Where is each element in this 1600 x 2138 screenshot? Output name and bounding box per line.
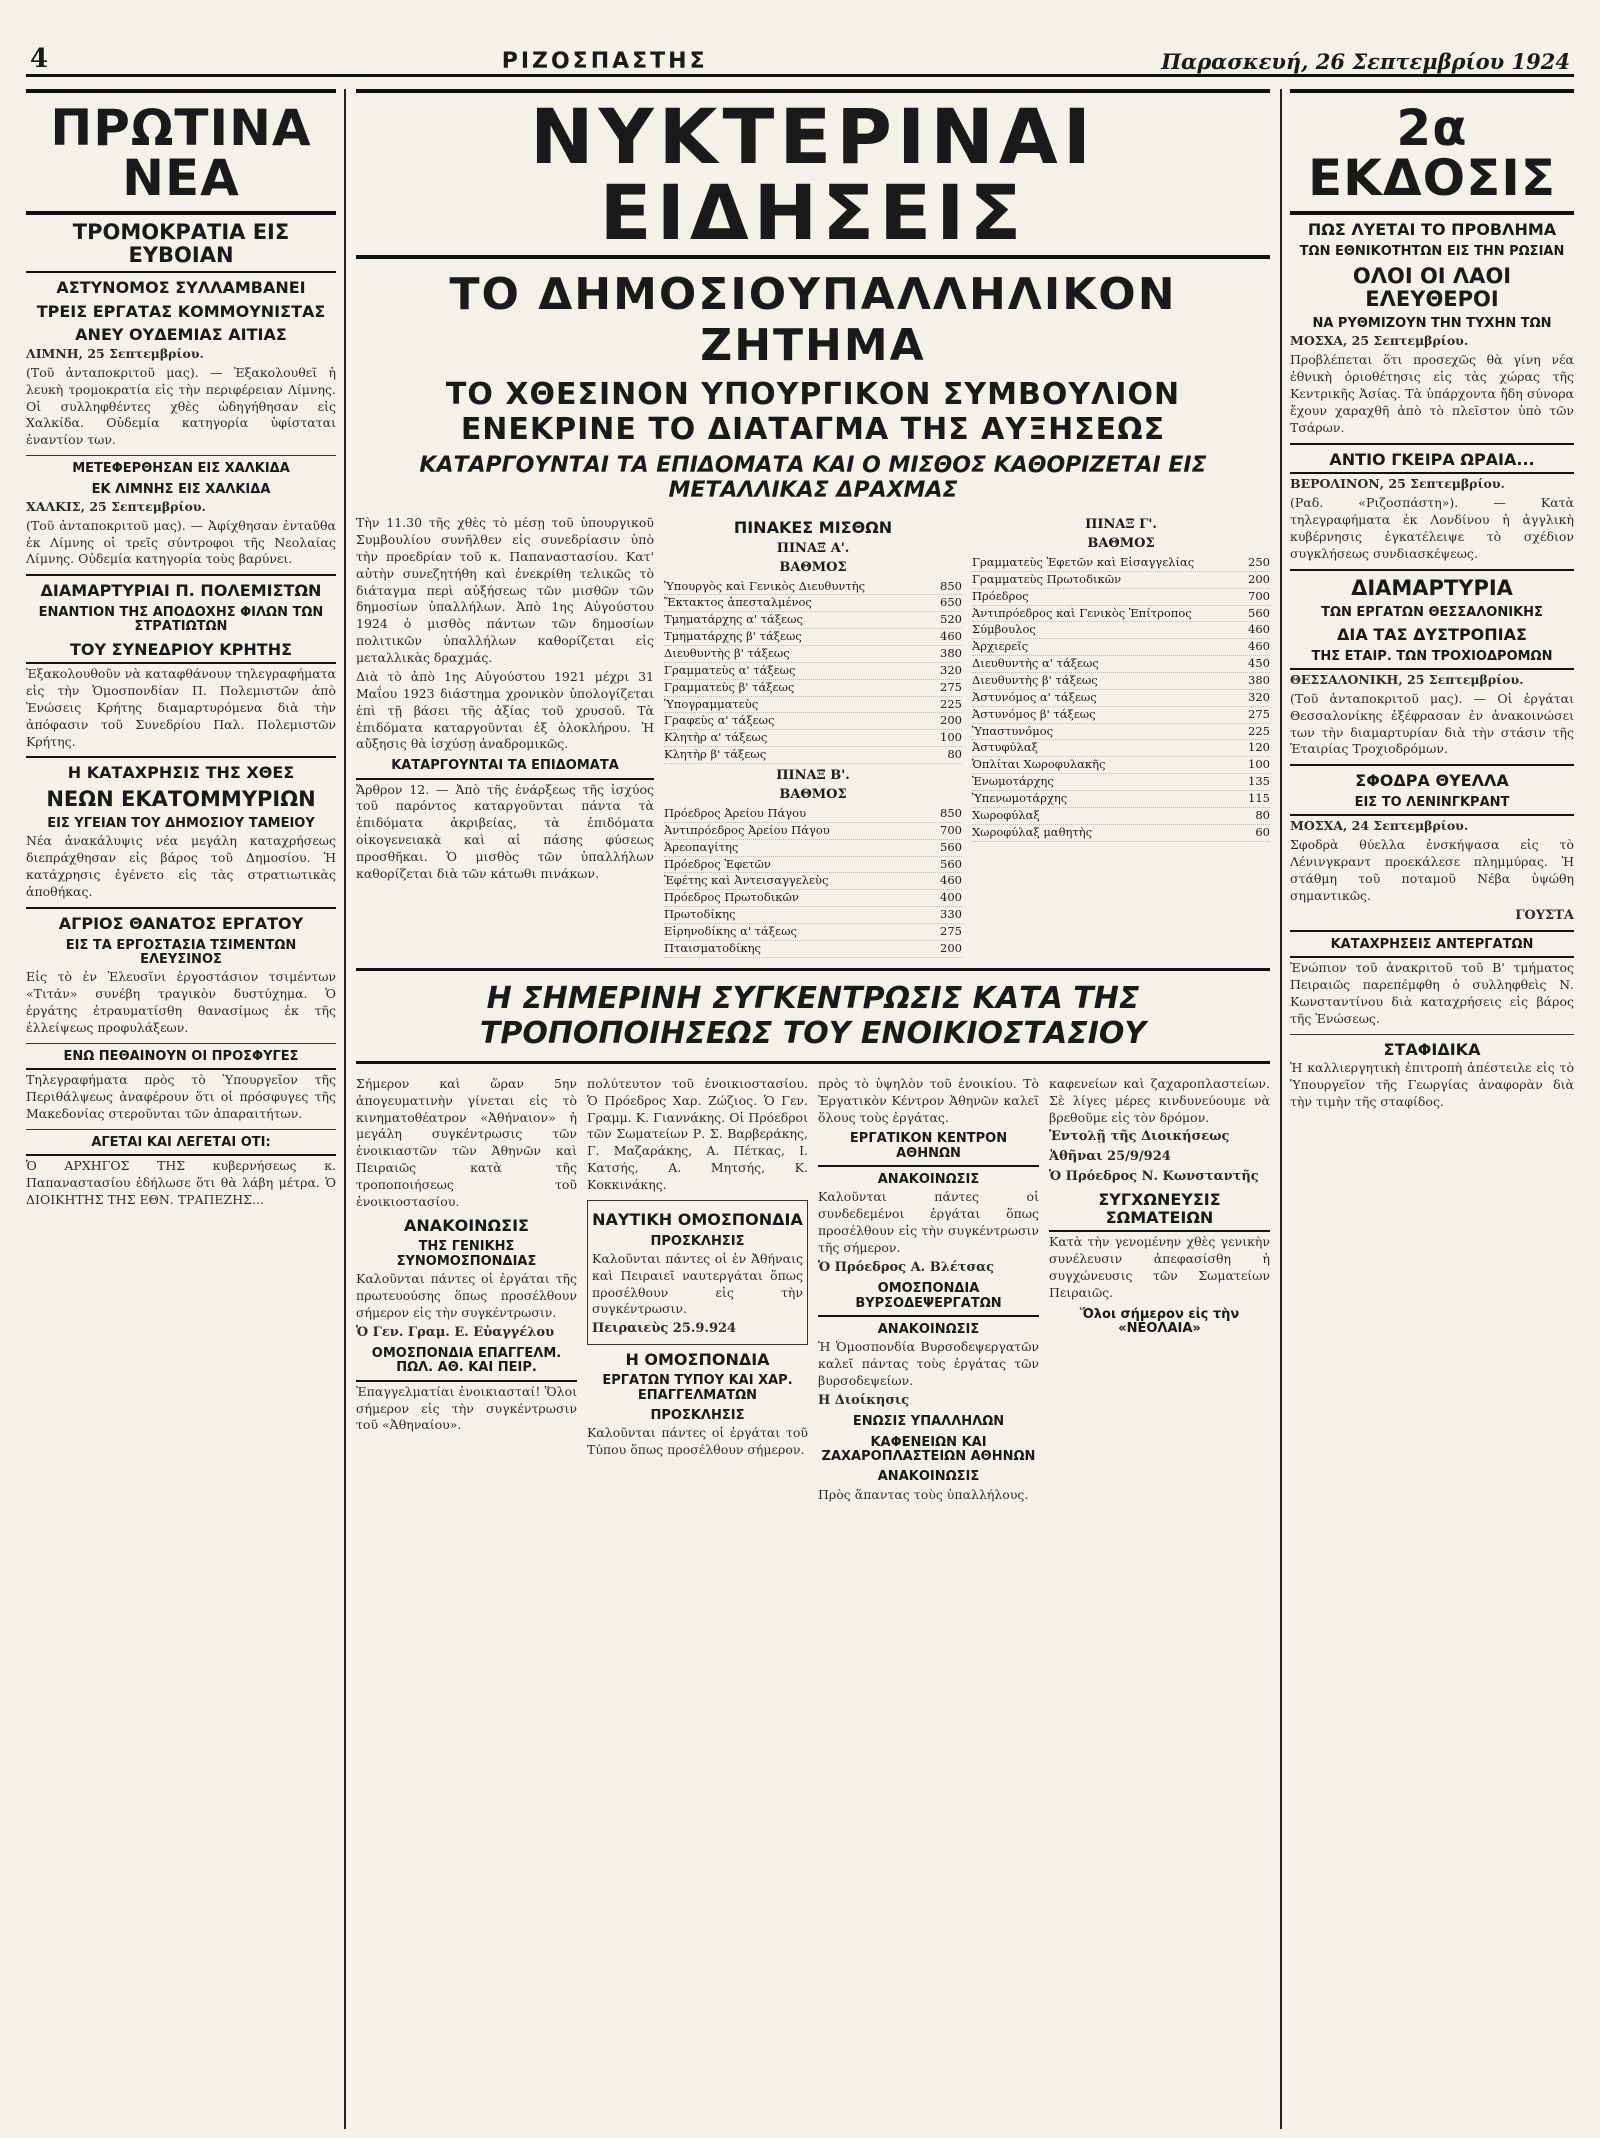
salary-cell: 320	[1248, 689, 1270, 704]
banner-left: ΠΡΩΤΙΝΑ ΝΕΑ	[26, 89, 336, 215]
article-embezzlement	[26, 764, 336, 900]
salary-cell: 250	[1248, 555, 1270, 569]
article-body: πρὸς τὸ ὑψηλὸν τοῦ ἐνοικίου. Τὸ Ἐργατικὸν Κέντρον Ἀθηνῶν καλεῖ ὅλους τοὺς ἐργάτας.	[818, 1075, 1039, 1125]
closing-line: Ὅλοι σήμερον εἰς τὴν «ΝΕΟΛΑΙΑ»	[1079, 1306, 1240, 1337]
announcement-subtitle: ΠΡΟΣΚΛΗΣΙΣ	[650, 1408, 745, 1424]
article-body: πολύτευτον τοῦ ἐνοικιοστασίου. Ὁ Πρόεδρος Χαρ. Ζώζιος. Ὁ Γεν. Γραμμ. Κ. Γιαννάκης. Οἱ Πρόεδροι τῶν Σωματείων Ρ. Σ. Βαρβεράκης, Γ. Μαζαράκης, Α. Πέτκας, Ι. Κατσής, Α. Μητσής, Κ. Κοκκινάκης.	[587, 1075, 808, 1193]
salary-table-b	[664, 806, 962, 958]
article-body: Ἄρθρον 12. — Ἀπὸ τῆς ἐνάρξεως τῆς ἰσχύος τοῦ παρόντος καταργοῦνται πάντα τὰ ἐπιδόματα ἀκριβείας, τὰ ἐπιδόματα οἰκογενειακὰ καὶ αἱ πάσης φύσεως προσθῆκαι. Ὁ μισθὸς τῶν ὑπαλλήλων καθορίζεται διὰ τῶν κάτωθι πινάκων.	[356, 781, 654, 881]
page-number: 4	[30, 44, 49, 74]
salary-cell: 100	[1248, 757, 1270, 772]
rank-cell: Χωροφύλαξ	[972, 807, 1040, 822]
subheadline: ΑΝΕΥ ΟΥΔΕΜΙΑΣ ΑΙΤΙΑΣ	[75, 325, 287, 345]
article-embezzlers	[1290, 938, 1574, 1028]
article-body: Τὴν 11.30 τῆς χθὲς τὸ μέσῃ τοῦ ὑπουργικοῦ Συμβουλίου συνῆλθεν εἰς συνεδρίασιν ὑπὸ τὴν προεδρίαν τοῦ κ. Παπαναστασίου. Κατ' αὐτὴν συνεζητήθη καὶ ἐνεκρίθη τελικῶς τὸ διάταγμα περὶ αὐξήσεως τῶν μισθῶν τῶν δημοσίων ὑπαλλήλων. Ἀπὸ 1ης Αὐγούστου 1924 ὁ μισθὸς πάντων τῶν δημοσίων πολιτικῶν ὑπαλλήλων καθορίζεται εἰς μεταλλικὰς δραχμάς.	[356, 515, 654, 665]
rank-cell: Ἐφέτης καὶ Ἀντεισαγγελεὺς	[664, 873, 829, 888]
subheadline: ΝΕΩΝ ΕΚΑΤΟΜΜΥΡΙΩΝ	[46, 787, 316, 812]
table-row	[664, 646, 962, 663]
table-row	[664, 857, 962, 874]
rank-cell: Ἐνωμοτάρχης	[972, 774, 1054, 789]
signature: Ὁ Πρόεδρος Α. Βλέτσας	[818, 1259, 994, 1275]
announcement-title: ΕΝΩΣΙΣ ΥΠΑΛΛΗΛΩΝ	[852, 1414, 1005, 1430]
announcement-subtitle: ΑΝΑΚΟΙΝΩΣΙΣ	[877, 1469, 980, 1485]
article-worker-death	[26, 915, 336, 1037]
article-veterans-protest	[26, 582, 336, 750]
page-header	[26, 40, 1574, 77]
table-row	[664, 941, 962, 958]
salary-cell: 460	[940, 873, 962, 888]
section-subhead: ΚΑΤΑΡΓΟΥΝΤΑΙ ΤΑ ΕΠΙΔΟΜΑΤΑ	[356, 759, 654, 779]
table-c-column-header: ΒΑΘΜΟΣ	[1087, 536, 1155, 551]
banner-right: 2α ΕΚΔΟΣΙΣ	[1290, 89, 1574, 215]
subheadline: ΤΩΝ ΕΘΝΙΚΟΤΗΤΩΝ ΕΙΣ ΤΗΝ ΡΩΣΙΑΝ	[1299, 243, 1565, 259]
salary-cell: 450	[1248, 656, 1270, 671]
rank-cell: Πρόεδρος Ἐφετῶν	[664, 856, 771, 871]
signature: Ἐντολῇ τῆς Διοικήσεως	[1049, 1129, 1230, 1145]
table-row	[664, 680, 962, 697]
salary-cell: 80	[1255, 807, 1270, 822]
table-row	[664, 663, 962, 680]
table-row	[972, 589, 1270, 606]
main-deck: ΚΑΤΑΡΓΟΥΝΤΑΙ ΤΑ ΕΠΙΔΟΜΑΤΑ ΚΑΙ Ο ΜΙΣΘΟΣ ΚΑΘΟΡΙΖΕΤΑΙ ΕΙΣ ΜΕΤΑΛΛΙΚΑΣ ΔΡΑΧΜΑΣ	[419, 453, 1207, 503]
article-body: Κατὰ τὴν γενομένην χθὲς γενικὴν συνέλευσιν ἀπεφασίσθη ἡ συγχώνευσις τῶν Σωματείων Πειραιῶς.	[1049, 1234, 1270, 1300]
salary-cell: 100	[940, 730, 962, 745]
salary-cell: 460	[1248, 622, 1270, 637]
rank-cell: Διευθυντὴς β' τάξεως	[664, 646, 790, 661]
salary-cell: 560	[940, 856, 962, 871]
rank-cell: Ὑπενωμοτάρχης	[972, 791, 1068, 806]
table-row	[664, 823, 962, 840]
rank-cell: Ἀρχιερεῖς	[972, 639, 1029, 654]
salary-cell: 115	[1248, 791, 1270, 806]
rank-cell: Ἀντιπρόεδρος καὶ Γενικὸς Ἐπίτροπος	[972, 605, 1192, 620]
article-body: Καλοῦνται πάντες οἱ ἐργάται τοῦ Τύπου ὅπως προσέλθουν σήμερον.	[587, 1425, 808, 1458]
signature: Ὁ Γεν. Γραμ. Ε. Εὐαγγέλου	[356, 1324, 555, 1340]
article-body: Ἡ καλλιεργητικὴ ἐπιτροπὴ ἀπέστειλε εἰς τὸ Ὑπουργεῖον τῆς Γεωργίας ἀναφορὰν διὰ τὴν τιμὴν τῆς σταφίδος.	[1290, 1060, 1574, 1110]
table-row	[664, 579, 962, 596]
rank-cell: Χωροφύλαξ μαθητὴς	[972, 824, 1093, 839]
rent-rally-section	[356, 1074, 1270, 1506]
salary-table-c	[972, 555, 1270, 842]
rank-cell: Ὑπουργὸς καὶ Γενικὸς Διευθυντὴς	[664, 578, 866, 593]
rank-cell: Γραφεὺς α' τάξεως	[664, 713, 775, 728]
subheadline: ΤΡΕΙΣ ΕΡΓΑΤΑΣ ΚΟΜΜΟΥΝΙΣΤΑΣ	[36, 301, 326, 321]
announcement-subtitle: ΑΝΑΚΟΙΝΩΣΙΣ	[877, 1172, 980, 1187]
article-leningrad-storm	[1290, 772, 1574, 924]
rank-cell: Γραμματεὺς α' τάξεως	[664, 662, 796, 677]
salary-cell: 850	[940, 578, 962, 593]
rank-cell: Πρόεδρος Ἀρείου Πάγου	[664, 806, 807, 821]
headline: Η ΚΑΤΑΧΡΗΣΙΣ ΤΗΣ ΧΘΕΣ	[67, 763, 295, 783]
table-row	[972, 808, 1270, 825]
headline: ΔΙΑΜΑΡΤΥΡΙΑ	[1351, 575, 1513, 600]
tables-title: ΠΙΝΑΚΕΣ ΜΙΣΘΩΝ	[733, 518, 893, 537]
dateline: ΘΕΣΣΑΛΟΝΙΚΗ, 25 Σεπτεμβρίου.	[1290, 671, 1524, 687]
naval-federation-box	[587, 1200, 808, 1345]
rank-cell: Ἀστυνόμος β' τάξεως	[972, 706, 1096, 721]
article-body: Νέα ἀνακάλυψις νέα μεγάλη καταχρήσεως διεπράχθησαν εἰς βάρος τοῦ Δημοσίου. Ἡ κατάχρησις ἐγένετο εἰς τὰς στρατιωτικὰς ἀποθήκας.	[26, 833, 336, 900]
salary-cell: 275	[940, 924, 962, 939]
salary-cell: 225	[1248, 723, 1270, 738]
right-column	[1282, 89, 1574, 2129]
salary-article	[356, 513, 1270, 958]
subheadline: ΤΗΣ ΕΤΑΙΡ. ΤΩΝ ΤΡΟΧΙΟΔΡΟΜΩΝ	[1290, 650, 1574, 670]
salary-cell: 200	[940, 940, 962, 955]
article-body: (Τοῦ ἀνταποκριτοῦ μας). — Οἱ ἐργάται Θεσσαλονίκης ἐξέφρασαν ἐν ἀνακοινώσει των τὴν διαμαρτυρίαν διὰ τὴν στάσιν τῆς Ἑταιρίας Τροχιοδρόμων.	[1290, 690, 1574, 757]
article-russia-nationalities	[1290, 221, 1574, 437]
announcement-subtitle: ΤΗΣ ΓΕΝΙΚΗΣ ΣΥΝΟΜΟΣΠΟΝΔΙΑΣ	[396, 1239, 537, 1269]
article-berlin	[1290, 451, 1574, 563]
salary-cell: 560	[940, 839, 962, 854]
article-body: Ἐξακολουθοῦν νὰ καταφθάνουν τηλεγραφήματα εἰς τὴν Ὁμοσπονδίαν Π. Πολεμιστῶν ἀπὸ Ἑνώσεις Κρήτης διαμαρτυρόμενα διὰ τὴν ἀπόφασιν τοῦ Συνεδρίου Παλ. Πολεμιστῶν Κρήτης.	[26, 666, 336, 749]
subheadline: ΕΙΣ ΥΓΕΙΑΝ ΤΟΥ ΔΗΜΟΣΙΟΥ ΤΑΜΕΙΟΥ	[47, 816, 315, 832]
salary-cell: 460	[1248, 639, 1270, 654]
table-row	[664, 629, 962, 646]
table-row	[972, 825, 1270, 842]
article-body: Ἐπαγγελματίαι ἐνοικιασταί! Ὅλοι σήμερον εἰς τὴν συγκέντρωσιν τοῦ «Ἀθηναίου».	[356, 1383, 577, 1433]
dateline: ΛΙΜΝΗ, 25 Σεπτεμβρίου.	[26, 345, 204, 361]
salary-cell: 200	[940, 713, 962, 728]
rank-cell: Ὑπαστυνόμος	[972, 723, 1054, 738]
salary-cell: 200	[1248, 571, 1270, 586]
article-chalkis	[26, 462, 336, 568]
date-line: Πειραιεὺς 25.9.924	[592, 1321, 737, 1337]
headline: ΑΓΡΙΟΣ ΘΑΝΑΤΟΣ ΕΡΓΑΤΟΥ	[58, 913, 304, 933]
dateline: ΒΕΡΟΛΙΝΟΝ, 25 Σεπτεμβρίου.	[1290, 476, 1505, 492]
table-row	[972, 673, 1270, 690]
signature: ΓΟΥΣΤΑ	[1515, 907, 1574, 923]
table-row	[664, 924, 962, 941]
article-body: Σφοδρὰ θύελλα ἐνσκήψασα εἰς τὸ Λένινγκραντ προεκάλεσε πλημμύρας. Ἡ στάθμη τοῦ ποταμοῦ Νέβα ὑψώθη σημαντικῶς.	[1290, 837, 1574, 903]
table-row	[972, 740, 1270, 757]
salary-cell: 275	[1248, 706, 1270, 721]
subheadline: ΕΝΑΝΤΙΟΝ ΤΗΣ ΑΠΟΔΟΧΗΣ ΦΙΛΩΝ ΤΩΝ ΣΤΡΑΤΙΩΤΩΝ	[38, 604, 324, 635]
table-row	[972, 639, 1270, 656]
table-row	[972, 572, 1270, 589]
main-subheadline: ΤΟ ΧΘΕΣΙΝΟΝ ΥΠΟΥΡΓΙΚΟΝ ΣΥΜΒΟΥΛΙΟΝ ΕΝΕΚΡΙΝΕ ΤΟ ΔΙΑΤΑΓΜΑ ΤΗΣ ΑΥΞΗΣΕΩΣ	[445, 377, 1181, 447]
article-body: Εἰς τὸ ἐν Ἐλευσῖνι ἐργοστάσιον τσιμέντων «Τιτάν» συνέβη τραγικὸν δυστύχημα. Ὁ ἐργάτης ἐτραυματίσθη θανασίμως ἐκ τῆς ἐλλείψεως προφυλάξεων.	[26, 969, 336, 1035]
rank-cell: Γραμματεὺς Ἐφετῶν καὶ Εἰσαγγελίας	[972, 555, 1195, 569]
rank-cell: Κλητὴρ α' τάξεως	[664, 730, 768, 745]
rank-cell: Ὁπλίται Χωροφυλακῆς	[972, 757, 1106, 772]
article-rumors	[26, 1136, 336, 1209]
article-body: Ὁ ΑΡΧΗΓΟΣ ΤΗΣ κυβερνήσεως κ. Παπαναστασίου ἐδήλωσε ὅτι θὰ λάβη μέτρα. Ὁ ΔΙΟΙΚΗΤΗΣ ΤΗΣ ΕΘΝ. ΤΡΑΠΕΖΗΣ...	[26, 1157, 336, 1207]
table-row	[664, 806, 962, 823]
salary-cell: 400	[940, 890, 962, 905]
salary-cell: 330	[940, 907, 962, 922]
table-row	[972, 757, 1270, 774]
subheadline: ΕΙΣ ΤΟ ΛΕΝΙΝΓΚΡΑΝΤ	[1290, 796, 1574, 816]
announcement-title: Η ΟΜΟΣΠΟΝΔΙΑ	[625, 1349, 770, 1369]
rank-cell: Τμηματάρχης β' τάξεως	[664, 629, 802, 644]
rank-cell: Ὑπογραμματεὺς	[664, 696, 759, 711]
salary-cell: 700	[1248, 588, 1270, 603]
salary-cell: 120	[1248, 740, 1270, 755]
left-column	[26, 89, 346, 2129]
table-a-title: ΠΙΝΑΞ Α'.	[776, 540, 850, 556]
article-body: Ἡ Ὁμοσπονδία Βυρσοδεψεργατῶν καλεῖ πάντας τοὺς ἐργάτας τῶν βυρσοδεψείων.	[818, 1339, 1039, 1388]
salary-cell: 460	[940, 629, 962, 644]
table-row	[664, 697, 962, 714]
announcement-subtitle: ΠΡΟΣΚΛΗΣΙΣ	[650, 1233, 745, 1249]
issue-date: Παρασκευή, 26 Σεπτεμβρίου 1924	[1161, 49, 1570, 74]
rank-cell: Ἔκτακτος ἀπεσταλμένος	[664, 595, 812, 610]
headline: ΣΦΟΔΡΑ ΘΥΕΛΛΑ	[1355, 771, 1509, 791]
table-row	[664, 595, 962, 612]
article-body: Προβλέπεται ὅτι προσεχῶς θὰ γίνη νέα ἐθνικὴ ὁριοθέτησις εἰς τὰς χώρας τῆς Κεντρικῆς Ἀσίας. Τὰ ὑπάρχοντα ἤδη σύνορα ἔχουν χαραχθῆ ἀπὸ τὸ πλεῖστον ὑπὸ τῶν Τσάρων.	[1290, 352, 1574, 435]
table-row	[664, 840, 962, 857]
rank-cell: Τμηματάρχης α' τάξεως	[664, 612, 803, 627]
table-row	[972, 656, 1270, 673]
article-evia-terror	[26, 221, 336, 449]
subheadline: ΕΚ ΛΙΜΝΗΣ ΕΙΣ ΧΑΛΚΙΔΑ	[91, 481, 271, 497]
article-body: (Τοῦ ἀνταποκριτοῦ μας). — Ἀφίχθησαν ἐνταῦθα ἐκ Λίμνης οἱ τρεῖς σύντροφοι τῆς Νεολαίας Λίμνης. Οὐδεμία κατηγορία τοὺς βαρύνει.	[26, 517, 336, 567]
salary-cell: 700	[940, 822, 962, 837]
salary-cell: 380	[1248, 673, 1270, 688]
headline: ΤΡΟΜΟΚΡΑΤΙΑ ΕΙΣ ΕΥΒΟΙΑΝ	[26, 221, 336, 273]
rank-cell: Ἀστυνόμος α' τάξεως	[972, 689, 1097, 704]
table-row	[972, 774, 1270, 791]
headline: ΚΑΤΑΧΡΗΣΕΙΣ ΑΝΤΕΡΓΑΤΩΝ	[1290, 938, 1574, 958]
masthead: ΡΙΖΟΣΠΑΣΤΗΣ	[501, 49, 708, 74]
announcement-title: ΑΝΑΚΟΙΝΩΣΙΣ	[404, 1215, 529, 1235]
table-row	[972, 707, 1270, 724]
dateline: ΜΟΣΧΑ, 25 Σεπτεμβρίου.	[1290, 333, 1469, 349]
center-column	[346, 89, 1282, 2129]
table-row	[972, 791, 1270, 808]
table-row	[664, 907, 962, 924]
subheadline: ΟΛΟΙ ΟΙ ΛΑΟΙ ΕΛΕΥΘΕΡΟΙ	[1352, 263, 1512, 311]
rank-cell: Πρόεδρος	[972, 588, 1029, 603]
salary-cell: 320	[940, 662, 962, 677]
rank-cell: Εἰρηνοδίκης α' τάξεως	[664, 924, 797, 939]
announcement-title: ΝΑΥΤΙΚΗ ΟΜΟΣΠΟΝΔΙΑ	[592, 1209, 803, 1229]
dateline: ΧΑΛΚΙΣ, 25 Σεπτεμβρίου.	[26, 498, 206, 514]
salary-cell: 650	[940, 595, 962, 610]
article-body: Καλοῦνται πάντες οἱ ἐργάται τῆς πρωτευούσης ὅπως προσέλθουν σήμερον εἰς τὴν συγκέντρωσιν.	[356, 1270, 577, 1320]
table-row	[972, 724, 1270, 741]
rank-cell: Σύμβουλος	[972, 622, 1036, 637]
table-row	[664, 747, 962, 764]
table-b-column-header: ΒΑΘΜΟΣ	[779, 787, 847, 803]
announcement-subtitle: ΚΑΦΕΝΕΙΩΝ ΚΑΙ ΖΑΧΑΡΟΠΛΑΣΤΕΙΩΝ ΑΘΗΝΩΝ	[821, 1434, 1036, 1464]
table-row	[972, 555, 1270, 572]
rank-cell: Διευθυντὴς α' τάξεως	[972, 656, 1099, 671]
announcement-title: ΟΜΟΣΠΟΝΔΙΑ ΕΠΑΓΓΕΛΜ. ΠΩΛ. ΑΘ. ΚΑΙ ΠΕΙΡ.	[356, 1347, 577, 1382]
article-thessaloniki-protest	[1290, 577, 1574, 759]
salary-cell: 520	[940, 612, 962, 627]
salary-cell: 60	[1255, 824, 1270, 839]
announcement-subtitle: ΕΡΓΑΤΩΝ ΤΥΠΟΥ ΚΑΙ ΧΑΡ. ΕΠΑΓΓΕΛΜΑΤΩΝ	[602, 1373, 793, 1403]
rank-cell: Ἀρεοπαγίτης	[664, 839, 739, 854]
subheadline: ΝΑ ΡΥΘΜΙΖΟΥΝ ΤΗΝ ΤΥΧΗΝ ΤΩΝ	[1312, 316, 1552, 332]
salary-cell: 560	[1248, 605, 1270, 620]
headline: ΣΤΑΦΙΔΙΚΑ	[1383, 1039, 1481, 1059]
announcement-title: ΕΡΓΑΤΙΚΟΝ ΚΕΝΤΡΟΝ ΑΘΗΝΩΝ	[818, 1132, 1039, 1167]
rank-cell: Ἀντιπρόεδρος Ἀρείου Πάγου	[664, 822, 830, 837]
table-row	[664, 713, 962, 730]
banner-center: ΝΥΚΤΕΡΙΝΑΙ ΕΙΔΗΣΕΙΣ	[356, 89, 1270, 259]
salary-cell: 380	[940, 646, 962, 661]
subheadline: ΑΣΤΥΝΟΜΟΣ ΣΥΛΛΑΜΒΑΝΕΙ	[56, 278, 306, 298]
headline: ΑΓΕΤΑΙ ΚΑΙ ΛΕΓΕΤΑΙ ΟΤΙ:	[26, 1136, 336, 1156]
article-body: Διὰ τὸ ἀπὸ 1ης Αὐγούστου 1921 μέχρι 31 Μαΐου 1923 διάστημα χρονικὸν ὑπολογίζεται ἐπὶ τῇ βάσει τῆς ἀξίας τοῦ χρυσοῦ. Τὰ ἐπιδόματα καταργοῦνται ἐξ ὁλοκλήρου. Ἡ αὔξησις θὰ ἰσχύσῃ ἀναδρομικῶς.	[356, 668, 654, 752]
article-body: Τηλεγραφήματα πρὸς τὸ Ὑπουργεῖον τῆς Περιθάλψεως ἀναφέρουν ὅτι οἱ πρόσφυγες τῆς Μακεδονίας στεροῦνται τῶν ἀπαραιτήτων.	[26, 1071, 336, 1121]
rank-cell: Πρόεδρος Πρωτοδικῶν	[664, 890, 799, 905]
rank-cell: Πρωτοδίκης	[664, 907, 736, 922]
salary-cell: 850	[940, 806, 962, 821]
rent-rally-headline: Η ΣΗΜΕΡΙΝΗ ΣΥΓΚΕΝΤΡΩΣΙΣ ΚΑΤΑ ΤΗΣ ΤΡΟΠΟΠΟΙΗΣΕΩΣ ΤΟΥ ΕΝΟΙΚΙΟΣΤΑΣΙΟΥ	[356, 968, 1270, 1064]
salary-table-a	[664, 579, 962, 764]
dateline: ΜΟΣΧΑ, 24 Σεπτεμβρίου.	[1290, 818, 1469, 834]
table-row	[664, 730, 962, 747]
article-body: Σήμερον καὶ ὥραν 5ην ἀπογευματινὴν γίνεται εἰς τὸ κινηματοθέατρον «Ἀθήναιον» ἡ μεγάλη συγκέντρωσις τῶν ἐνοικιαστῶν τῶν Ἀθηνῶν καὶ Πειραιῶς κατὰ τῆς τροποποιήσεως τοῦ ἐνοικιοστασίου.	[356, 1075, 577, 1209]
table-row	[664, 890, 962, 907]
rank-cell: Ἀστυφύλαξ	[972, 740, 1038, 755]
article-body: (Ραδ. «Ριζοσπάστη»). — Κατὰ τηλεγραφήματα ἐκ Λονδίνου ἡ ἀγγλικὴ κυβέρνησις ἐγκατέλειψε τὸ σχέδιον συγκλήσεως συνδιασκέψεως.	[1290, 495, 1574, 561]
subheadline: ΔΙΑ ΤΑΣ ΔΥΣΤΡΟΠΙΑΣ	[1337, 624, 1527, 644]
salary-cell: 225	[940, 696, 962, 711]
rank-cell: Γραμματεὺς Πρωτοδικῶν	[972, 571, 1122, 586]
headline: ΑΝΤΙΟ ΓΚΕΙΡΑ ΩΡΑΙΑ...	[1290, 451, 1574, 475]
subheadline: ΕΙΣ ΤΑ ΕΡΓΟΣΤΑΣΙΑ ΤΣΙΜΕΝΤΩΝ ΕΛΕΥΣΙΝΟΣ	[65, 937, 297, 967]
headline: ΜΕΤΕΦΕΡΘΗΣΑΝ ΕΙΣ ΧΑΛΚΙΔΑ	[72, 461, 290, 477]
main-headline: ΤΟ ΔΗΜΟΣΙΟΥΠΑΛΛΗΛΙΚΟΝ ΖΗΤΗΜΑ	[449, 269, 1177, 371]
table-row	[972, 606, 1270, 623]
article-body: Ἐνώπιον τοῦ ἀνακριτοῦ τοῦ Β' τμήματος Πειραιῶς παρεπέμφθη ὁ συλληφθεὶς Ν. Κωνσταντίνου διὰ καταχρήσεις εἰς βάρος τῆς Ἑνώσεως.	[1290, 960, 1574, 1026]
table-b-title: ΠΙΝΑΞ Β'.	[776, 768, 850, 784]
page-columns	[26, 89, 1574, 2129]
subheadline: ΤΟΥ ΣΥΝΕΔΡΙΟΥ ΚΡΗΤΗΣ	[26, 641, 336, 665]
rank-cell: Διευθυντὴς β' τάξεως	[972, 673, 1098, 688]
salary-cell: 80	[947, 747, 962, 762]
headline: ΔΙΑΜΑΡΤΥΡΙΑΙ Π. ΠΟΛΕΜΙΣΤΩΝ	[40, 581, 322, 601]
table-a-column-header: ΒΑΘΜΟΣ	[779, 559, 847, 575]
rank-cell: Γραμματεὺς β' τάξεως	[664, 679, 795, 694]
table-row	[972, 622, 1270, 639]
announcement-title: ΣΥΓΧΩΝΕΥΣΙΣ ΣΩΜΑΤΕΙΩΝ	[1049, 1191, 1270, 1232]
table-row	[664, 612, 962, 629]
rank-cell: Κλητὴρ β' τάξεως	[664, 747, 767, 762]
headline: ΕΝΩ ΠΕΘΑΙΝΟΥΝ ΟΙ ΠΡΟΣΦΥΓΕΣ	[26, 1050, 336, 1070]
table-c-title: ΠΙΝΑΞ Γ'.	[1085, 517, 1157, 532]
table-row	[972, 690, 1270, 707]
rank-cell: Πταισματοδίκης	[664, 940, 761, 955]
signature: Ὁ Πρόεδρος Ν. Κωνσταντῆς	[1049, 1168, 1259, 1184]
article-body: Πρὸς ἅπαντας τοὺς ὑπαλλήλους.	[818, 1486, 1029, 1502]
article-body: (Τοῦ ἀνταποκριτοῦ μας). — Ἐξακολουθεῖ ἡ λευκὴ τρομοκρατία εἰς τὴν περιφέρειαν Λίμνης. Οἱ συλληφθέντες χθὲς ὡδηγήθησαν εἰς Χαλκίδα. Οὐδεμία κατηγορία ὑφίσταται ἐναντίον των.	[26, 364, 336, 448]
article-body: Καλοῦνται πάντες οἱ ἐν Ἀθήναις καὶ Πειραιεῖ ναυτεργάται ὅπως προσέλθουν εἰς τὴν συγκέντρωσιν.	[592, 1250, 803, 1317]
subheadline: ΤΩΝ ΕΡΓΑΤΩΝ ΘΕΣΣΑΛΟΝΙΚΗΣ	[1321, 604, 1543, 620]
announcement-subtitle: ΑΝΑΚΟΙΝΩΣΙΣ	[877, 1321, 980, 1337]
headline: ΠΩΣ ΛΥΕΤΑΙ ΤΟ ΠΡΟΒΛΗΜΑ	[1307, 220, 1557, 239]
date-line: Ἀθῆναι 25/9/924	[1049, 1148, 1171, 1164]
table-row	[664, 873, 962, 890]
article-raisins	[1290, 1041, 1574, 1111]
article-refugees	[26, 1050, 336, 1123]
salary-cell: 275	[940, 679, 962, 694]
salary-cell: 135	[1248, 774, 1270, 789]
signature: Η Διοίκησις	[818, 1392, 910, 1408]
article-body: Καλοῦνται πάντες οἱ συνδεδεμένοι ἐργάται ὅπως προσέλθουν εἰς τὴν συγκέντρωσιν τῆς σήμερον.	[818, 1189, 1039, 1255]
article-body: καφενείων καὶ ζαχαροπλαστείων. Σὲ λίγες μέρες κινδυνεύουμε νὰ βρεθοῦμε εἰς τὸν δρόμον.	[1049, 1075, 1270, 1125]
announcement-title: ΟΜΟΣΠΟΝΔΙΑ ΒΥΡΣΟΔΕΨΕΡΓΑΤΩΝ	[818, 1282, 1039, 1317]
